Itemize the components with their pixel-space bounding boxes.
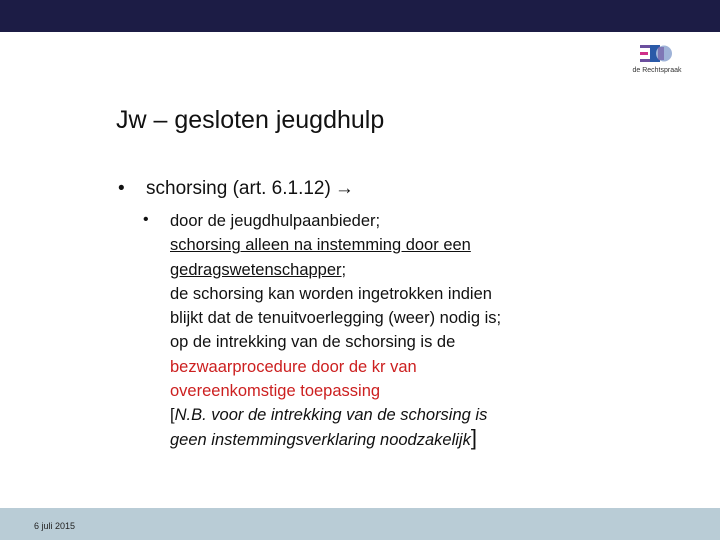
bullet-marker-level2: • [143, 211, 149, 228]
text-suffix: ; [341, 260, 347, 279]
open-bracket: [ [170, 406, 175, 425]
note-text: N.B. voor de intrekking van de schorsing is [174, 406, 488, 425]
rechtspraak-logo [624, 43, 690, 79]
bullet-level1 [118, 178, 354, 200]
underlined-text: gedragswetenschapper [170, 260, 342, 279]
text-line: de schorsing kan worden ingetrokken indien [170, 284, 492, 303]
close-bracket: ] [470, 424, 477, 450]
logo-text: de Rechtspraak [632, 67, 682, 74]
underlined-text-line: schorsing alleen na instemming door een [170, 236, 471, 255]
footer-date: 6 juli 2015 [34, 521, 76, 531]
top-bar [0, 0, 720, 32]
text-line: blijkt dat de tenuitvoerlegging (weer) nodig is; [170, 309, 502, 328]
bullet-marker: • [118, 178, 125, 199]
rechtspraak-logo-mark [640, 43, 674, 65]
text-line: op de intrekking van de schorsing is de [170, 333, 456, 352]
bottom-bar [0, 508, 720, 540]
bullet-text: schorsing (art. 6.1.12) [146, 178, 331, 199]
text-line: door de jeugdhulpaanbieder; [170, 212, 381, 230]
note-text: geen instemmingsverklaring noodzakelijk [170, 430, 471, 449]
highlighted-text-line: bezwaarprocedure door de kr van [170, 357, 417, 376]
highlighted-text-line: overeenkomstige toepassing [170, 382, 381, 401]
slide-title: Jw – gesloten jeugdhulp [116, 106, 385, 134]
bullet-level2 [170, 209, 710, 452]
arrow-right-icon: → [334, 178, 354, 199]
